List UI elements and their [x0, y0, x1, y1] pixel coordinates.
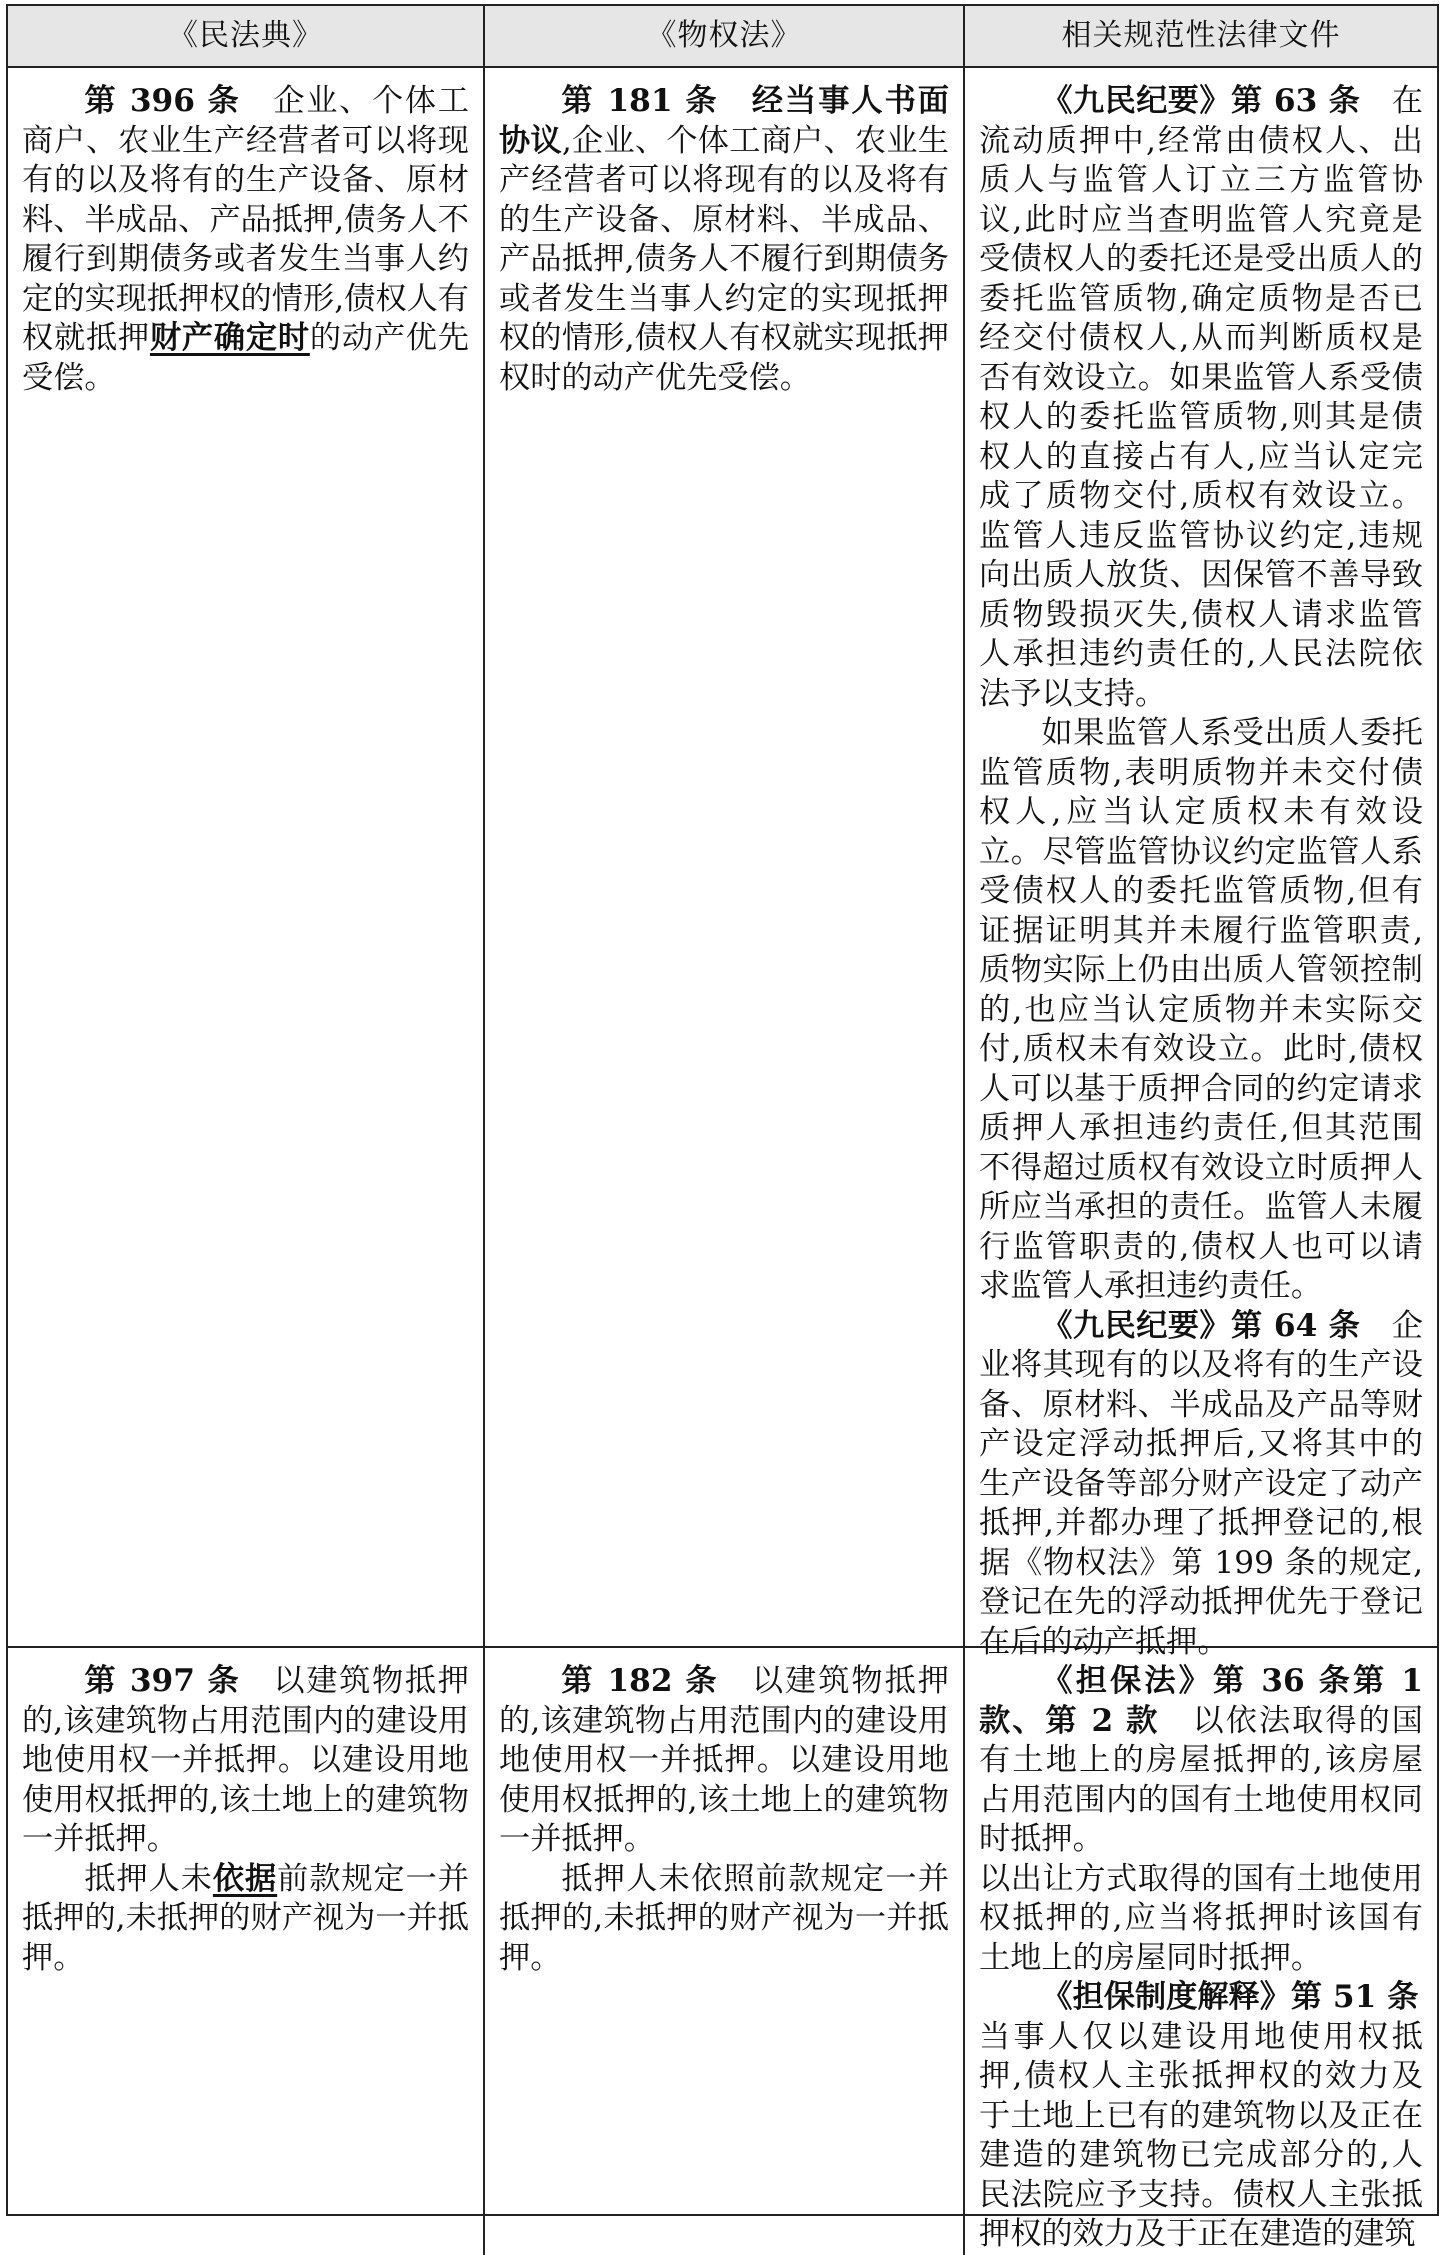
- guarantee-law-36: [979, 1662, 1423, 1860]
- guarantee-law-36-lead: 《担保法》第 36 条第 1 款、第 2 款: [979, 1663, 1423, 1739]
- article-181: [499, 82, 949, 398]
- article-181-text: ,企业、个体工商户、农业生产经营者可以将现有的以及将有的生产设备、原材料、半成品、产品抵押,债务人不履行到期债务或者发生当事人约定的实现抵押权的情形,债权人有权就实现抵押权时的动产优先受偿。: [499, 122, 949, 396]
- article-397-text: 以建筑物抵押的,该建筑物占用范围内的建设用地使用权一并抵押。以建设用地使用权抵押的,该土地上的建筑物一并抵押。: [22, 1663, 469, 1857]
- row1-civil-code-cell: [8, 68, 485, 1648]
- header-related-documents: 相关规范性法律文件: [965, 6, 1437, 68]
- guarantee-interpretation-51: [979, 1978, 1450, 2255]
- article-397-para2: [22, 1860, 469, 1979]
- row1-related-cell: [965, 68, 1437, 1660]
- jiumin-63: [979, 82, 1423, 714]
- article-182-text: 以建筑物抵押的,该建筑物占用范围内的建设用地使用权一并抵押。以建设用地使用权抵押的,该土地上的建筑物一并抵押。: [499, 1663, 949, 1857]
- article-396-number: 第 396 条: [84, 83, 241, 119]
- jiumin-63-continued: [979, 714, 1423, 1307]
- article-181-lead: 第 181 条 经当事人书面协议: [499, 83, 949, 159]
- article-397: [22, 1662, 469, 1860]
- article-396: [22, 82, 469, 398]
- article-397-para2-a: 抵押人未: [84, 1860, 213, 1897]
- jiumin-63-lead: 《九民纪要》第 63 条: [1041, 83, 1361, 119]
- guarantee-law-36-para2: [979, 1860, 1423, 1979]
- jiumin-64: [979, 1307, 1423, 1663]
- row1-property-law-cell: [485, 68, 965, 1648]
- article-396-text-a: 企业、个体工商户、农业生产经营者可以将现有的以及将有的生产设备、原材料、半成品、产品抵押,债务人不履行到期债务或者发生当事人约定的实现抵押权的情形,债权人有权就抵押: [22, 83, 469, 356]
- jiumin-63-text: 在流动质押中,经常由债权人、出质人与监管人订立三方监管协议,此时应当查明监管人究竟是受债权人的委托还是受出质人的委托监管质物,确定质物是否已经交付债权人,从而判断质权是否有效设立。如果监管人系受债权人的委托监管质物,则其是债权人的直接占有人,应当认定完成了质物交付,质权有效设立。监管人违反监管协议约定,违规向出质人放货、因保管不善导致质物毁损灭失,债权人请求监管人承担违约责任的,人民法院依法予以支持。: [979, 83, 1423, 712]
- guarantee-law-36-para2-text: 以出让方式取得的国有土地使用权抵押的,应当将抵押时该国有土地上的房屋同时抵押。: [979, 1860, 1423, 1976]
- row2-civil-code-cell: [8, 1648, 485, 2255]
- article-397-number: 第 397 条: [84, 1663, 241, 1699]
- guarantee-interpretation-51-lead: 《担保制度解释》第 51 条: [1041, 1979, 1419, 2015]
- article-396-text-b: 的动产优先受偿。: [22, 320, 469, 396]
- law-comparison-table: [6, 4, 1450, 2252]
- article-182-number: 第 182 条: [561, 1663, 719, 1699]
- jiumin-64-lead: 《九民纪要》第 64 条: [1041, 1307, 1361, 1344]
- article-397-underlined: 依据: [212, 1860, 278, 1897]
- article-182: [499, 1662, 949, 1860]
- guarantee-interpretation-51-text: 当事人仅以建设用地使用权抵押,债权人主张抵押权的效力及于土地上已有的建筑物以及正在建造的建筑物已完成部分的,人民法院应予支持。债权人主张抵押权的效力及于正在建造的建筑: [979, 1979, 1450, 2252]
- guarantee-law-36-text: 以依法取得的国有土地上的房屋抵押的,该房屋占用范围内的国有土地使用权同时抵押。: [979, 1702, 1423, 1857]
- article-182-para2-text: 抵押人未依照前款规定一并抵押的,未抵押的财产视为一并抵押。: [499, 1860, 949, 1976]
- row2-related-cell: [965, 1648, 1450, 2255]
- jiumin-64-text: 企业将其现有的以及将有的生产设备、原材料、半成品及产品等财产设定浮动抵押后,又将其中的生产设备等部分财产设定了动产抵押,并都办理了抵押登记的,根据《物权法》第 199 条的规定,登记在先的浮动抵押优先于登记在后的动产抵押。: [979, 1307, 1423, 1660]
- article-182-para2: [499, 1860, 949, 1979]
- row2-property-law-cell: [485, 1648, 965, 2255]
- jiumin-63-continued-text: 如果监管人系受出质人委托监管质物,表明质物并未交付债权人,应当认定质权未有效设立。尽管监管协议约定监管人系受债权人的委托监管质物,但有证据证明其并未履行监管职责,质物实际上仍由出质人管领控制的,也应当认定质物并未实际交付,质权未有效设立。此时,债权人可以基于质押合同的约定请求质押人承担违约责任,但其范围不得超过质权有效设立时质押人所应当承担的责任。监管人未履行监管职责的,债权人也可以请求监管人承担违约责任。: [979, 715, 1423, 1304]
- header-civil-code: 《民法典》: [8, 6, 485, 68]
- header-property-law: 《物权法》: [485, 6, 965, 68]
- article-396-underlined: 财产确定时: [149, 320, 310, 356]
- article-397-para2-b: 前款规定一并抵押的,未抵押的财产视为一并抵押。: [22, 1860, 469, 1976]
